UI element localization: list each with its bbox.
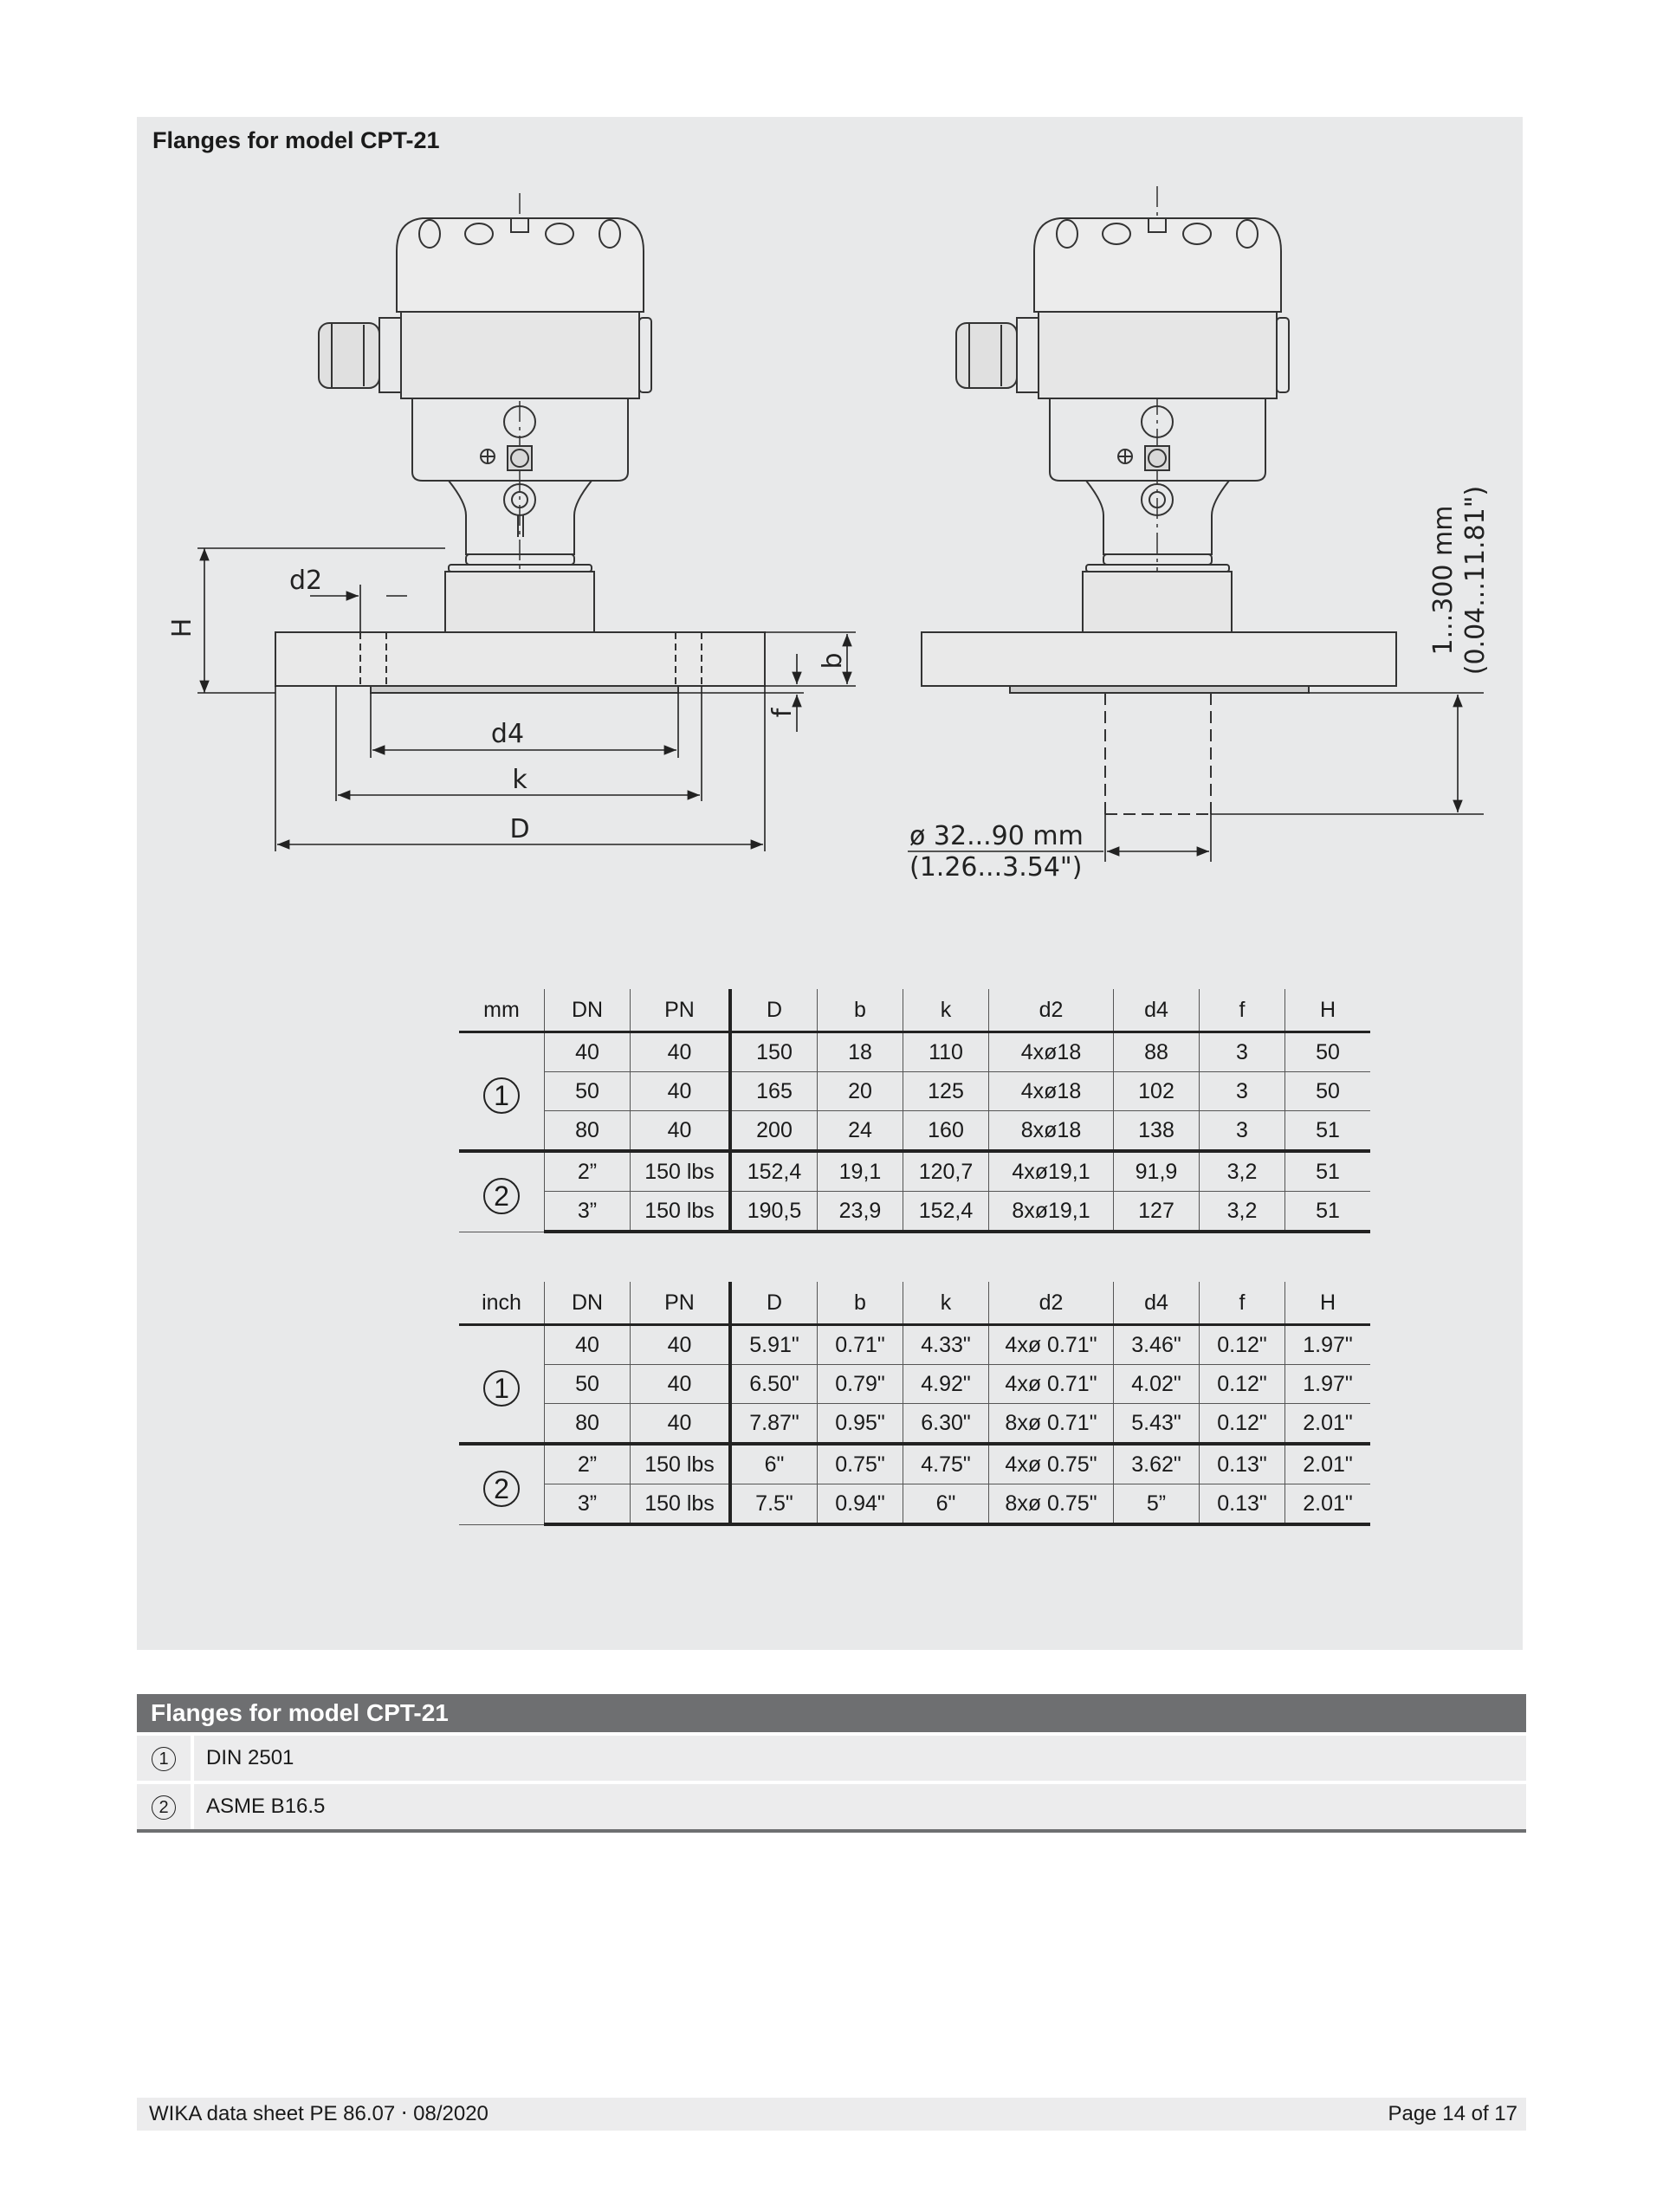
- column-header: b: [818, 989, 903, 1032]
- table-cell: 80: [545, 1111, 631, 1152]
- table-cell: 0.75": [818, 1444, 903, 1484]
- table-cell: 3.46": [1114, 1325, 1200, 1365]
- panel-title: Flanges for model CPT-21: [152, 127, 440, 153]
- table-cell: 91,9: [1114, 1151, 1200, 1192]
- table-cell: 18: [818, 1032, 903, 1072]
- table-cell: 51: [1285, 1111, 1371, 1152]
- table-cell: 40: [631, 1365, 731, 1404]
- table-cell: 152,4: [730, 1151, 818, 1192]
- page-footer: [137, 2098, 1526, 2131]
- table-cell: 40: [631, 1325, 731, 1365]
- table-cell: 160: [903, 1111, 989, 1152]
- group-marker: 1: [483, 1077, 520, 1114]
- legend-text: ASME B16.5: [206, 1795, 326, 1818]
- table-cell: 40: [631, 1111, 731, 1152]
- table-cell: 3: [1200, 1032, 1285, 1072]
- table-cell: 102: [1114, 1072, 1200, 1111]
- table-cell: 7.87": [730, 1404, 818, 1445]
- table-cell: 3: [1200, 1072, 1285, 1111]
- footer-page-number: Page 14 of 17: [1388, 2102, 1517, 2125]
- table-cell: 40: [631, 1404, 731, 1445]
- table-cell: 8xø 0.71": [989, 1404, 1114, 1445]
- left-device-head: [319, 193, 651, 689]
- label-H: H: [167, 618, 197, 638]
- table-cell: 4xø18: [989, 1072, 1114, 1111]
- table-cell: 3,2: [1200, 1192, 1285, 1232]
- table-cell: 0.12": [1200, 1365, 1285, 1404]
- table-cell: 20: [818, 1072, 903, 1111]
- column-header: d2: [989, 989, 1114, 1032]
- column-header: H: [1285, 989, 1371, 1032]
- table-cell: 165: [730, 1072, 818, 1111]
- table-cell: 200: [730, 1111, 818, 1152]
- legend-marker: 1: [152, 1747, 176, 1771]
- table-cell: 5.43": [1114, 1404, 1200, 1445]
- dimensions-table-mm: [459, 989, 1370, 1233]
- table-row: [459, 1111, 1370, 1152]
- legend-marker: 2: [152, 1795, 176, 1820]
- column-header: inch: [459, 1282, 545, 1325]
- table-cell: 4.02": [1114, 1365, 1200, 1404]
- table-cell: 4.92": [903, 1365, 989, 1404]
- table-cell: 80: [545, 1404, 631, 1445]
- table-cell: 40: [631, 1072, 731, 1111]
- table-cell: 19,1: [818, 1151, 903, 1192]
- table-cell: 0.79": [818, 1365, 903, 1404]
- table-cell: 4.75": [903, 1444, 989, 1484]
- group-marker: 1: [483, 1370, 520, 1407]
- table-row: [459, 1325, 1370, 1365]
- table-row: [459, 1192, 1370, 1232]
- table-cell: 0.12": [1200, 1404, 1285, 1445]
- table-cell: 3”: [545, 1484, 631, 1525]
- table-row: [459, 1365, 1370, 1404]
- table-cell: 6.50": [730, 1365, 818, 1404]
- table-row: [459, 1444, 1370, 1484]
- label-f: f: [767, 708, 798, 718]
- label-k: k: [512, 765, 527, 795]
- table-cell: 2.01": [1285, 1444, 1371, 1484]
- table-cell: 24: [818, 1111, 903, 1152]
- table-cell: 0.95": [818, 1404, 903, 1445]
- table-cell: 23,9: [818, 1192, 903, 1232]
- table-row: [459, 1404, 1370, 1445]
- table-cell: 150 lbs: [631, 1151, 731, 1192]
- table-row: [459, 1072, 1370, 1111]
- table-cell: 127: [1114, 1192, 1200, 1232]
- table-cell: 6.30": [903, 1404, 989, 1445]
- label-length-mm: 1...300 mm: [1428, 505, 1459, 656]
- column-header: DN: [545, 1282, 631, 1325]
- table-cell: 150 lbs: [631, 1484, 731, 1525]
- column-header: b: [818, 1282, 903, 1325]
- table-cell: 1.97": [1285, 1325, 1371, 1365]
- table-cell: 50: [1285, 1072, 1371, 1111]
- table-cell: 110: [903, 1032, 989, 1072]
- table-cell: 2.01": [1285, 1484, 1371, 1525]
- table-cell: 40: [545, 1032, 631, 1072]
- column-header: mm: [459, 989, 545, 1032]
- table-cell: 6": [903, 1484, 989, 1525]
- footer-document-ref: WIKA data sheet PE 86.07 ⋅ 08/2020: [149, 2102, 489, 2125]
- table-cell: 3,2: [1200, 1151, 1285, 1192]
- table-cell: 40: [631, 1032, 731, 1072]
- table-cell: 3”: [545, 1192, 631, 1232]
- column-header: H: [1285, 1282, 1371, 1325]
- table-row: [459, 1151, 1370, 1192]
- table-cell: 150: [730, 1032, 818, 1072]
- dimensions-table-inch: [459, 1282, 1370, 1526]
- legend-row: [137, 1732, 1526, 1781]
- table-cell: 8xø18: [989, 1111, 1114, 1152]
- column-header: d2: [989, 1282, 1114, 1325]
- column-header: k: [903, 989, 989, 1032]
- table-cell: 3.62": [1114, 1444, 1200, 1484]
- legend-row: [137, 1781, 1526, 1833]
- label-D: D: [509, 814, 530, 844]
- table-row: [459, 1032, 1370, 1072]
- legend-text: DIN 2501: [206, 1746, 294, 1769]
- table-cell: 150 lbs: [631, 1192, 731, 1232]
- table-cell: 88: [1114, 1032, 1200, 1072]
- column-header: PN: [631, 989, 731, 1032]
- table-cell: 40: [545, 1325, 631, 1365]
- table-cell: 120,7: [903, 1151, 989, 1192]
- table-cell: 4xø19,1: [989, 1151, 1114, 1192]
- table-cell: 2.01": [1285, 1404, 1371, 1445]
- table-cell: 0.13": [1200, 1484, 1285, 1525]
- right-flange: [922, 632, 1396, 814]
- table-cell: 51: [1285, 1151, 1371, 1192]
- legend-table: [137, 1694, 1526, 1833]
- table-cell: 4xø 0.71": [989, 1325, 1114, 1365]
- column-header: k: [903, 1282, 989, 1325]
- table-cell: 150 lbs: [631, 1444, 731, 1484]
- table-cell: 152,4: [903, 1192, 989, 1232]
- table-cell: 3: [1200, 1111, 1285, 1152]
- legend-title: Flanges for model CPT-21: [137, 1694, 1526, 1732]
- table-cell: 51: [1285, 1192, 1371, 1232]
- table-cell: 50: [545, 1365, 631, 1404]
- table-cell: 6": [730, 1444, 818, 1484]
- table-cell: 4xø 0.71": [989, 1365, 1114, 1404]
- technical-drawing: [137, 117, 1523, 922]
- table-cell: 8xø 0.75": [989, 1484, 1114, 1525]
- table-row: [459, 1484, 1370, 1525]
- table-cell: 5.91": [730, 1325, 818, 1365]
- column-header: PN: [631, 1282, 731, 1325]
- table-cell: 7.5": [730, 1484, 818, 1525]
- label-length-inch: (0.04...11.81"): [1460, 485, 1491, 676]
- table-cell: 1.97": [1285, 1365, 1371, 1404]
- table-cell: 190,5: [730, 1192, 818, 1232]
- table-cell: 0.13": [1200, 1444, 1285, 1484]
- table-cell: 0.12": [1200, 1325, 1285, 1365]
- drawing-panel: [137, 117, 1523, 1650]
- group-marker: 2: [483, 1178, 520, 1214]
- table-cell: 4xø 0.75": [989, 1444, 1114, 1484]
- table-cell: 2”: [545, 1151, 631, 1192]
- column-header: d4: [1114, 1282, 1200, 1325]
- table-cell: 5”: [1114, 1484, 1200, 1525]
- group-marker: 2: [483, 1471, 520, 1507]
- label-diameter-inch: (1.26...3.54"): [909, 852, 1083, 883]
- table-cell: 0.71": [818, 1325, 903, 1365]
- table-cell: 8xø19,1: [989, 1192, 1114, 1232]
- label-b: b: [818, 652, 848, 669]
- table-cell: 50: [545, 1072, 631, 1111]
- table-cell: 2”: [545, 1444, 631, 1484]
- column-header: DN: [545, 989, 631, 1032]
- column-header: D: [730, 1282, 818, 1325]
- table-cell: 138: [1114, 1111, 1200, 1152]
- table-cell: 4.33": [903, 1325, 989, 1365]
- label-diameter-mm: ø 32...90 mm: [909, 821, 1084, 851]
- table-cell: 4xø18: [989, 1032, 1114, 1072]
- table-cell: 50: [1285, 1032, 1371, 1072]
- column-header: d4: [1114, 989, 1200, 1032]
- column-header: f: [1200, 989, 1285, 1032]
- column-header: D: [730, 989, 818, 1032]
- right-device-head: [956, 186, 1289, 693]
- label-d4: d4: [490, 719, 525, 749]
- table-cell: 125: [903, 1072, 989, 1111]
- table-cell: 0.94": [818, 1484, 903, 1525]
- column-header: f: [1200, 1282, 1285, 1325]
- left-flange: [275, 632, 765, 693]
- label-d2: d2: [289, 566, 323, 596]
